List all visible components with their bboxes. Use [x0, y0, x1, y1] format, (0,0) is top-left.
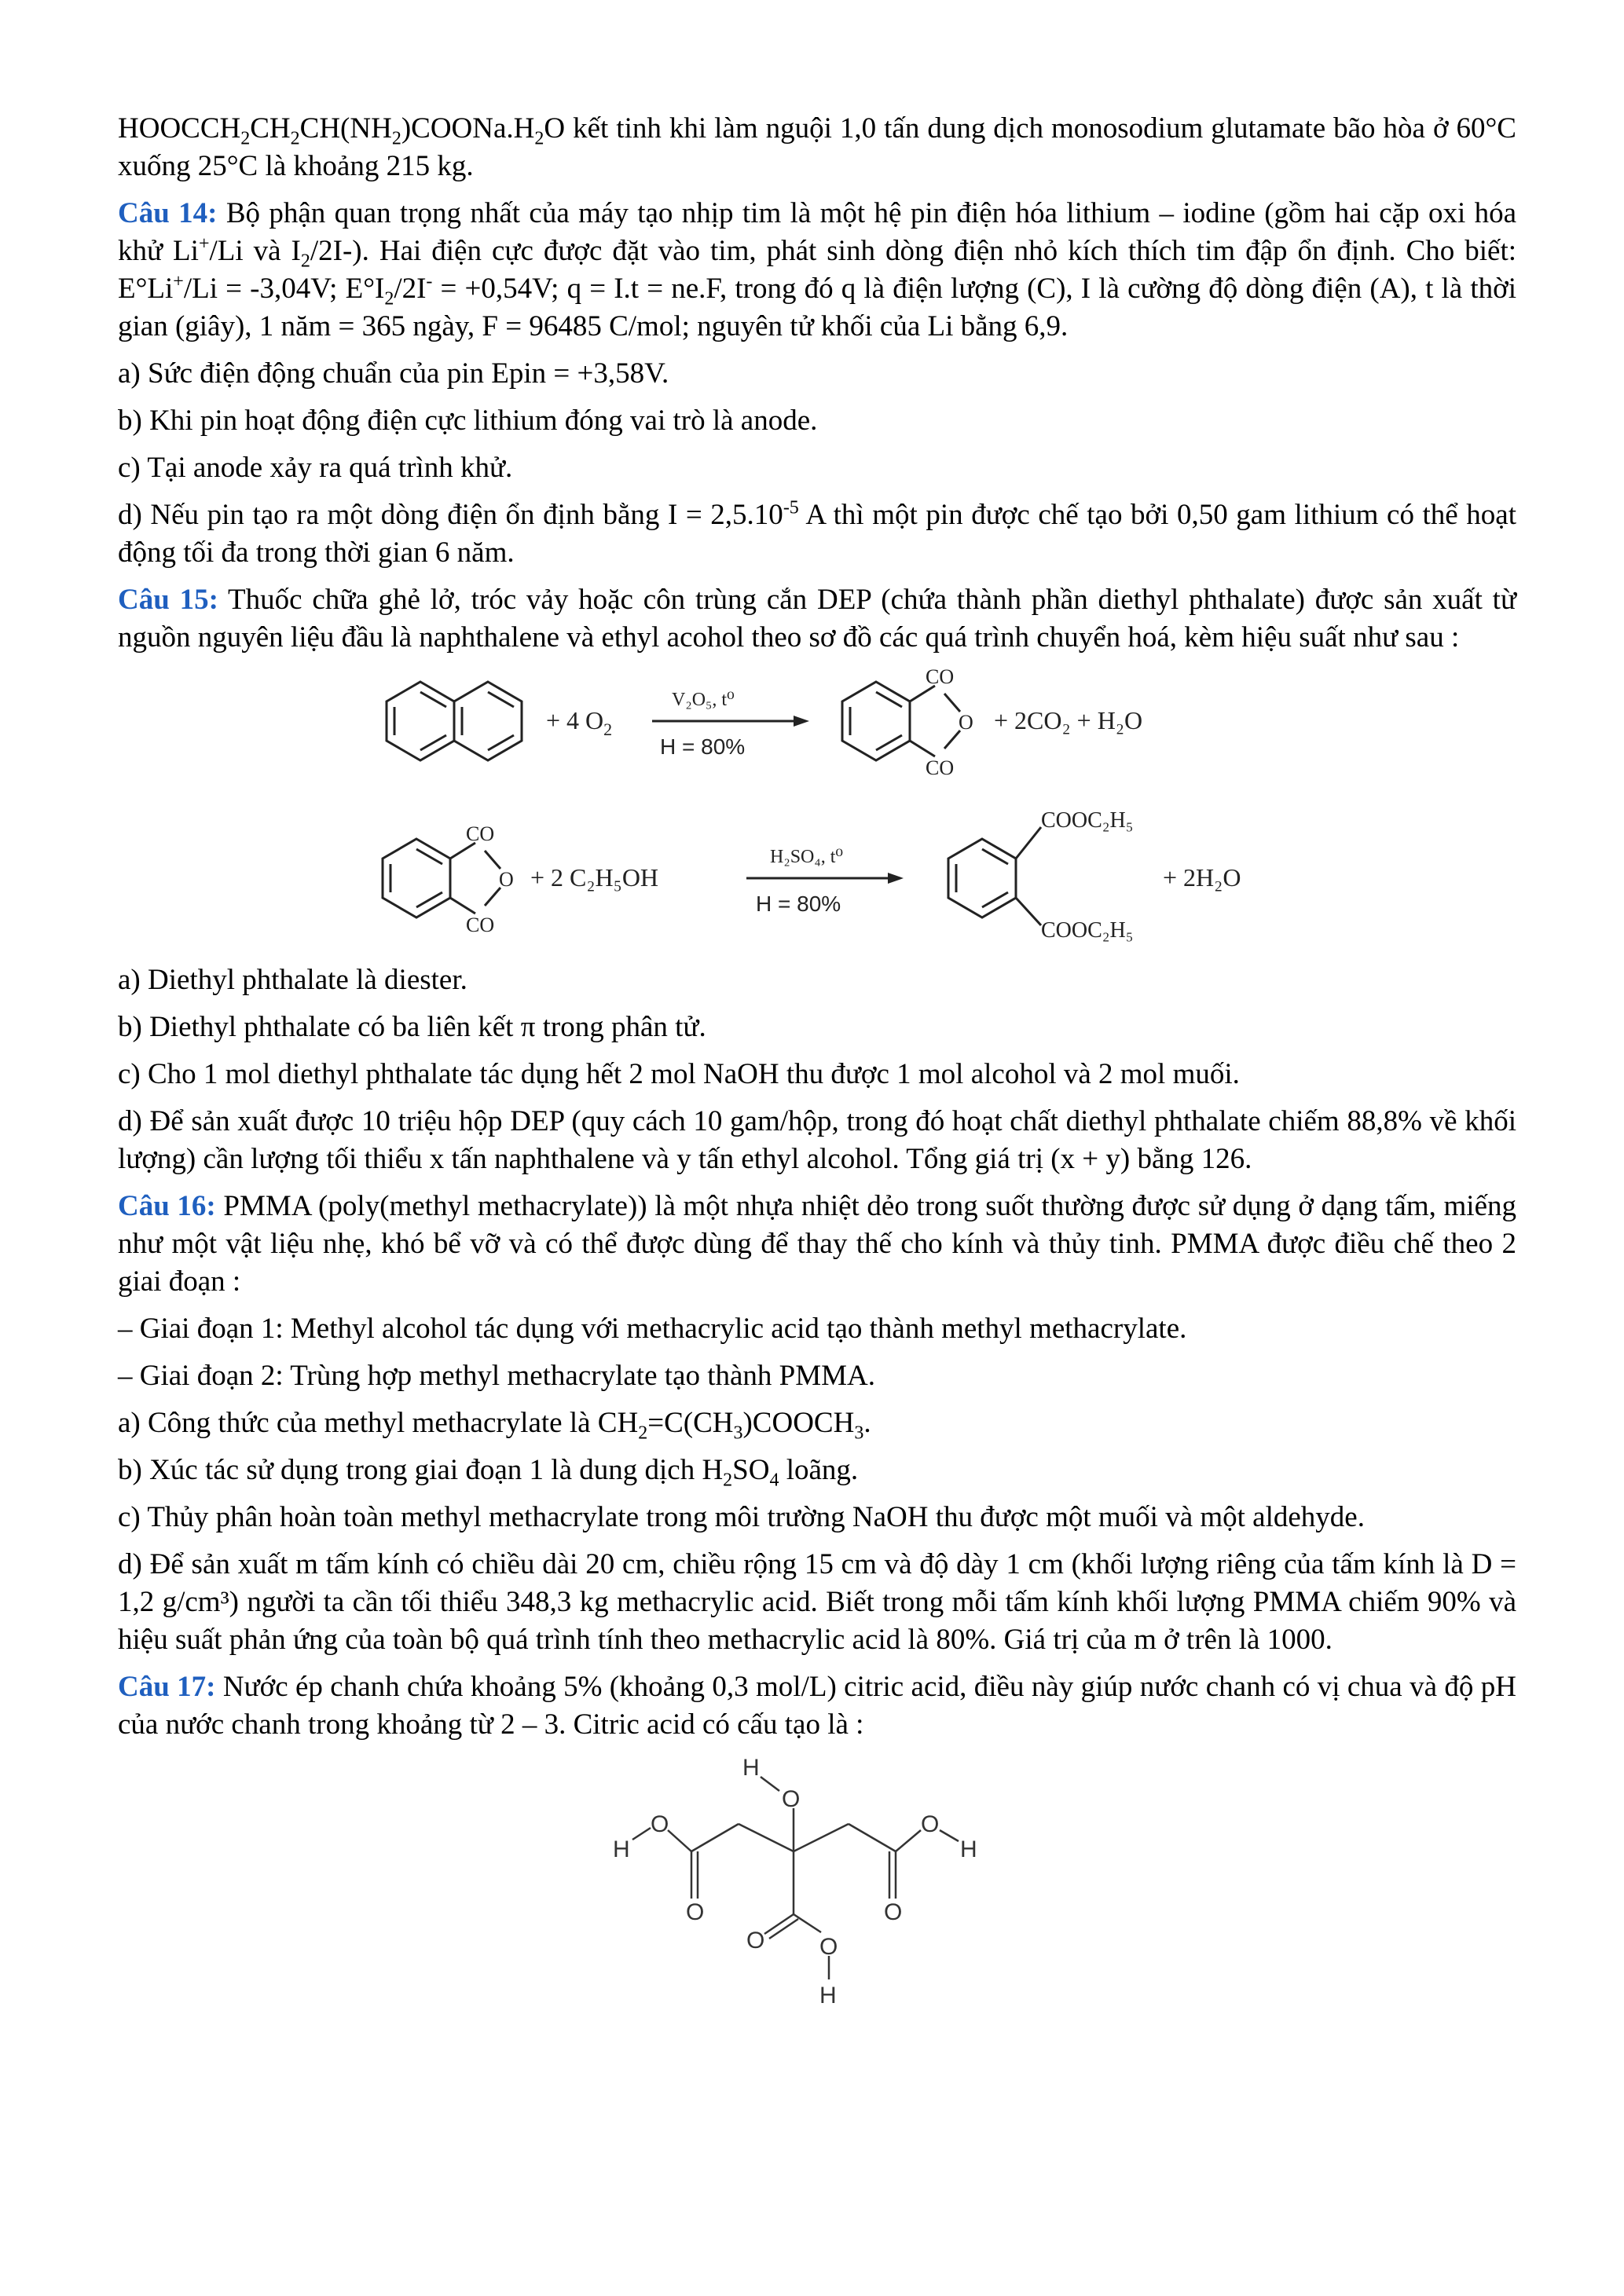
intro-paragraph: $HOOCCH_2CH_2CH(NH_2)COONa.H_2O$ kết tinh khi làm nguội 1,0 tấn dung dịch monosodium glutamate bão hòa ở 60°C xuống 25°C là khoảng 215 kg.	[118, 112, 1516, 182]
atom-h: H	[960, 1836, 977, 1862]
question-16-option-c: c) Thủy phân hoàn toàn methyl methacrylate trong môi trường NaOH thu được một muối và một aldehyde.	[118, 1501, 1365, 1533]
atom-o: O	[921, 1811, 940, 1837]
question-14-option-c: c) Tại anode xảy ra quá trình khử.	[118, 452, 513, 484]
question-14-option-d: d) Nếu pin tạo ra một dòng điện ổn định bằng $I = 2,5.10^{-5}$ A thì một pin được chế tạo bởi 0,50 gam lithium có thể hoạt động tối đa trong thời gian 6 năm.	[118, 497, 1516, 569]
atom-h: H	[742, 1755, 760, 1781]
phthalic-anhydride-structure-2	[383, 839, 500, 917]
yield-1: H = 80%	[660, 734, 746, 759]
question-16-option-b: b) Xúc tác sử dụng trong giai đoạn 1 là dung dịch $H_2SO_4$ loãng.	[118, 1454, 859, 1491]
reaction-scheme-drawing	[118, 666, 1516, 957]
condition-catalyst-2: H₂SO₄, t⁰	[770, 847, 844, 867]
reactant-oxygen: + 4 $O_2$	[546, 706, 613, 739]
question-15-label: Câu 15:	[118, 584, 218, 616]
citric-acid-drawing	[118, 1753, 1516, 2028]
ester-group-top: COOC₂H₅	[1041, 808, 1134, 833]
question-15-option-d: d) Để sản xuất được 10 triệu hộp DEP (quy cách 10 gam/hộp, trong đó hoạt chất diethyl phthalate chiếm 88,8% về khối lượng) cần lượng tối thiểu x tấn naphthalene và y tấn ethyl alcohol. Tổng giá trị (x + y) bằng 126.	[118, 1105, 1516, 1175]
naphthalene-structure	[387, 682, 522, 760]
atom-o: O	[884, 1899, 903, 1925]
question-14-stem: Câu 14: Bộ phận quan trọng nhất của máy tạo nhịp tim là một hệ pin điện hóa lithium – iodine (gồm hai cặp oxi hóa khử Li+/Li và $I_2/2I-$). Hai điện cực được đặt vào tim, phát sinh dòng điện nhỏ kích thích tim đập ổn định. Cho biết: E°Li+/Li = -3,04V; $E^\circ I_2/2I^- = +0,54V$; q = I.t = ne.F, trong đó q là điện lượng (C), I là cường độ dòng điện (A), t là thời gian (giây), 1 năm = 365 ngày, F = 96485 C/mol; nguyên tử khối của Li bằng 6,9.	[118, 197, 1517, 342]
citric-acid-structure	[118, 1753, 1516, 2028]
atom-o: O	[746, 1928, 765, 1954]
question-16-stem: Câu 16: PMMA (poly(methyl methacrylate)) là một nhựa nhiệt dẻo trong suốt thường được sử dụng ở dạng tấm, miếng như một vật liệu nhẹ, khó bể vỡ và có thể được dùng để thay thế cho kính và thủy tinh. PMMA được điều chế theo 2 giai đoạn :	[118, 1190, 1516, 1298]
question-17-stem: Câu 17: Nước ép chanh chứa khoảng 5% (khoảng 0,3 mol/L) citric acid, điều này giúp nước chanh có vị chua và độ pH của nước chanh trong khoảng từ 2 – 3. Citric acid có cấu tạo là :	[118, 1671, 1516, 1741]
question-15-stem: Câu 15: Thuốc chữa ghẻ lở, tróc vảy hoặc côn trùng cắn DEP (chứa thành phần diethyl phthalate) được sản xuất từ nguồn nguyên liệu đầu là naphthalene và ethyl acohol theo sơ đồ các quá trình chuyển hoá, kèm hiệu suất như sau :	[118, 584, 1516, 654]
atom-o: O	[686, 1899, 705, 1925]
atom-o: O	[819, 1934, 838, 1960]
ring-oxygen-label: O	[959, 711, 973, 734]
carbonyl-label: CO	[926, 666, 955, 688]
question-14-option-b: b) Khi pin hoạt động điện cực lithium đóng vai trò là anode.	[118, 405, 818, 437]
products-1: + 2CO₂ + H₂O	[994, 706, 1143, 734]
carbonyl-label: CO	[466, 914, 495, 936]
document-page	[118, 110, 1516, 2028]
question-15-option-a: a) Diethyl phthalate là diester.	[118, 964, 467, 996]
diethyl-phthalate-structure	[948, 827, 1041, 925]
product-water: + 2H₂O	[1163, 863, 1241, 892]
phthalic-anhydride-structure-1	[842, 682, 960, 760]
question-16-stage-1: – Giai đoạn 1: Methyl alcohol tác dụng với methacrylic acid tạo thành methyl methacrylate.	[118, 1313, 1187, 1345]
carbonyl-label: CO	[466, 822, 495, 845]
question-17-label: Câu 17:	[118, 1671, 216, 1703]
question-16-label: Câu 16:	[118, 1190, 216, 1222]
ester-group-bottom: COOC₂H₅	[1041, 918, 1134, 943]
reaction-scheme	[118, 666, 1516, 957]
question-16-option-a: a) Công thức của methyl methacrylate là $CH_2=C(CH_3)COOCH_3$.	[118, 1407, 871, 1444]
atom-o: O	[782, 1786, 801, 1812]
question-15-option-b: b) Diethyl phthalate có ba liên kết π trong phân tử.	[118, 1011, 706, 1043]
yield-2: H = 80%	[756, 892, 841, 916]
condition-catalyst-1: V₂O₅, t⁰	[672, 690, 735, 710]
atom-h: H	[819, 1983, 837, 2009]
ring-oxygen-label: O	[499, 868, 514, 891]
question-14-option-a: a) Sức điện động chuẩn của pin Epin = +3,58V.	[118, 357, 669, 390]
question-16-option-d: d) Để sản xuất m tấm kính có chiều dài 20 cm, chiều rộng 15 cm và độ dày 1 cm (khối lượng riêng của tấm kính là D = 1,2 g/cm³) người ta cần tối thiểu 348,3 kg methacrylic acid. Biết trong mỗi tấm kính khối lượng PMMA chiếm 90% và hiệu suất phản ứng của toàn bộ quá trình tính theo methacrylic acid là 80%. Giá trị của m ở trên là 1000.	[118, 1548, 1516, 1656]
atom-h: H	[613, 1836, 630, 1862]
question-16-stage-2: – Giai đoạn 2: Trùng hợp methyl methacrylate tạo thành PMMA.	[118, 1360, 875, 1392]
question-14-label: Câu 14:	[118, 197, 218, 229]
reactant-ethanol: + 2 C₂H₅OH	[530, 863, 659, 892]
carbonyl-label: CO	[926, 756, 955, 779]
atom-o: O	[651, 1811, 669, 1837]
question-15-option-c: c) Cho 1 mol diethyl phthalate tác dụng hết 2 mol NaOH thu được 1 mol alcohol và 2 mol muối.	[118, 1058, 1240, 1090]
